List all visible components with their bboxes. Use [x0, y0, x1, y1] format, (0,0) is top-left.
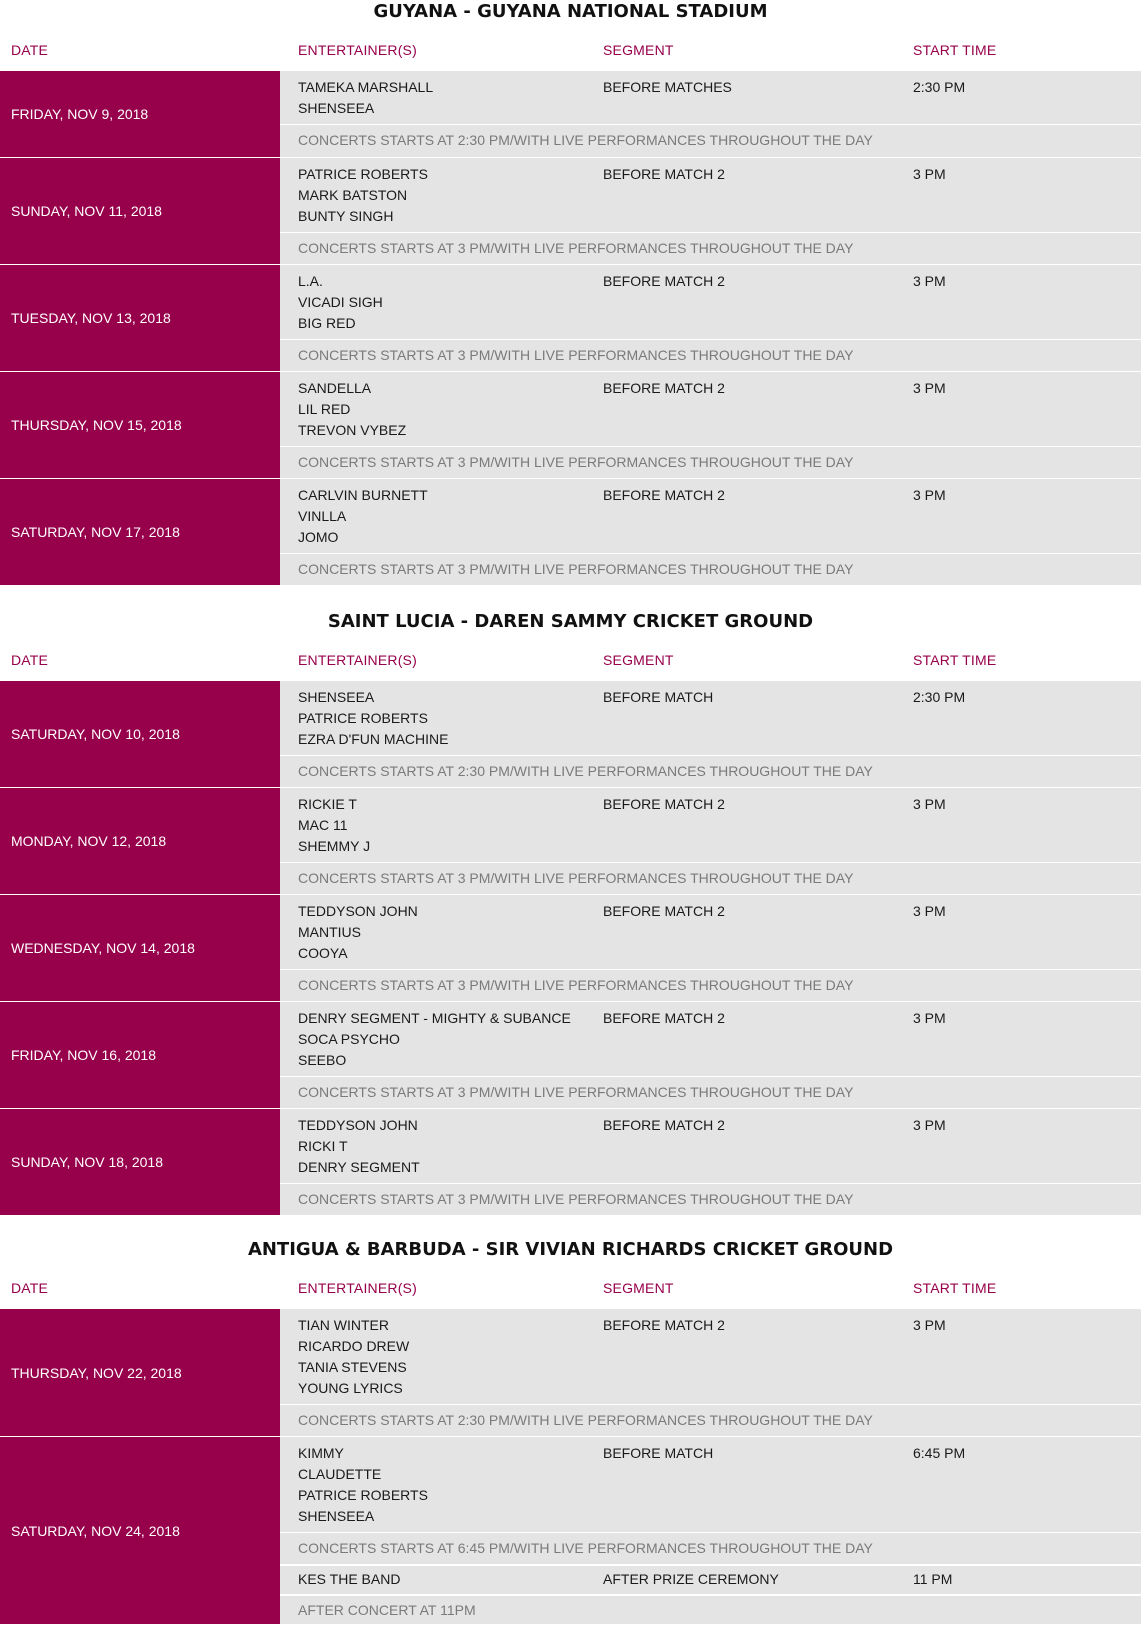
event-date: SATURDAY, NOV 17, 2018	[11, 524, 180, 540]
event-segment: BEFORE MATCH	[603, 1445, 714, 1461]
event-segment: BEFORE MATCHES	[603, 79, 732, 95]
entertainer-name: SEEBO	[298, 1052, 347, 1068]
venue-title: ANTIGUA & BARBUDA - SIR VIVIAN RICHARDS CRICKET GROUND	[247, 1239, 894, 1260]
event-date: SUNDAY, NOV 11, 2018	[11, 203, 162, 219]
column-header-segment: SEGMENT	[603, 42, 674, 58]
event-date-cell	[0, 681, 280, 787]
entertainer-name: PATRICE ROBERTS	[298, 166, 428, 182]
event-start-time: 11 PM	[913, 1571, 953, 1587]
entertainer-name: VINLLA	[298, 508, 347, 524]
event-start-time: 6:45 PM	[913, 1445, 966, 1461]
event-date-cell	[0, 788, 280, 894]
event-segment: BEFORE MATCH 2	[603, 1117, 725, 1133]
column-header-segment: SEGMENT	[603, 652, 674, 668]
event-segment: BEFORE MATCH 2	[603, 796, 725, 812]
event-start-time: 3 PM	[913, 903, 946, 919]
column-header-date: DATE	[11, 1280, 49, 1296]
event-start-time: 2:30 PM	[913, 689, 966, 705]
event-segment: BEFORE MATCH	[603, 689, 714, 705]
entertainer-name: SHENSEEA	[298, 100, 375, 116]
entertainer-name: RICKIE T	[298, 796, 357, 812]
event-note: CONCERTS STARTS AT 3 PM/WITH LIVE PERFORMANCES THROUGHOUT THE DAY	[298, 454, 854, 470]
event-date-cell	[0, 895, 280, 1001]
event-segment: BEFORE MATCH 2	[603, 1317, 725, 1333]
event-date-cell	[0, 158, 280, 264]
entertainer-name: L.A.	[298, 273, 323, 289]
event-date-cell	[0, 1109, 280, 1215]
entertainer-name: CARLVIN BURNETT	[298, 487, 428, 503]
event-date: WEDNESDAY, NOV 14, 2018	[11, 940, 195, 956]
event-date: FRIDAY, NOV 9, 2018	[11, 106, 149, 122]
event-start-time: 3 PM	[913, 1317, 946, 1333]
entertainer-name: RICARDO DREW	[298, 1338, 410, 1354]
entertainer-name: COOYA	[298, 945, 348, 961]
event-note: CONCERTS STARTS AT 2:30 PM/WITH LIVE PERFORMANCES THROUGHOUT THE DAY	[298, 132, 873, 148]
entertainer-name: KIMMY	[298, 1445, 344, 1461]
venue-title: SAINT LUCIA - DAREN SAMMY CRICKET GROUND	[327, 611, 814, 632]
column-header-entertainers: ENTERTAINER(S)	[298, 652, 417, 668]
entertainer-name: DENRY SEGMENT	[298, 1159, 420, 1175]
entertainer-name: TIAN WINTER	[298, 1317, 389, 1333]
event-date: THURSDAY, NOV 22, 2018	[11, 1364, 182, 1381]
event-date: TUESDAY, NOV 13, 2018	[11, 310, 171, 326]
event-date: SUNDAY, NOV 18, 2018	[11, 1154, 164, 1170]
entertainer-name: SOCA PSYCHO	[298, 1031, 400, 1047]
entertainer-name: SHENSEEA	[298, 1508, 375, 1524]
entertainer-name: BIG RED	[298, 315, 356, 331]
event-date: FRIDAY, NOV 16, 2018	[11, 1047, 156, 1063]
column-header-segment: SEGMENT	[603, 1280, 674, 1296]
column-header-date: DATE	[11, 652, 49, 668]
column-header-start-time: START TIME	[913, 1280, 997, 1296]
event-segment: BEFORE MATCH 2	[603, 903, 725, 919]
event-start-time: 3 PM	[913, 166, 946, 182]
entertainer-name: DENRY SEGMENT - MIGHTY & SUBANCE	[298, 1010, 571, 1026]
event-note: CONCERTS STARTS AT 3 PM/WITH LIVE PERFORMANCES THROUGHOUT THE DAY	[298, 347, 854, 363]
event-note: CONCERTS STARTS AT 2:30 PM/WITH LIVE PERFORMANCES THROUGHOUT THE DAY	[298, 763, 873, 779]
entertainer-name: LIL RED	[298, 401, 351, 417]
event-segment: BEFORE MATCH 2	[603, 273, 725, 289]
event-note: CONCERTS STARTS AT 3 PM/WITH LIVE PERFORMANCES THROUGHOUT THE DAY	[298, 1084, 854, 1100]
entertainer-name: SHENSEEA	[298, 689, 375, 705]
entertainer-name: YOUNG LYRICS	[298, 1380, 403, 1396]
entertainer-name: VICADI SIGH	[298, 294, 383, 310]
event-date: MONDAY, NOV 12, 2018	[11, 833, 167, 849]
entertainer-name: SHEMMY J	[298, 838, 371, 854]
event-segment: BEFORE MATCH 2	[603, 487, 725, 503]
column-header-entertainers: ENTERTAINER(S)	[298, 1280, 417, 1296]
entertainer-name: EZRA D'FUN MACHINE	[298, 731, 449, 747]
event-start-time: 2:30 PM	[913, 79, 966, 95]
event-note: CONCERTS STARTS AT 3 PM/WITH LIVE PERFORMANCES THROUGHOUT THE DAY	[298, 1191, 854, 1207]
entertainer-name: RICKI T	[298, 1138, 348, 1154]
entertainer-name: TAMEKA MARSHALL	[298, 79, 434, 95]
event-date-cell	[0, 372, 280, 478]
entertainer-name: TEDDYSON JOHN	[298, 903, 418, 919]
event-note: CONCERTS STARTS AT 3 PM/WITH LIVE PERFORMANCES THROUGHOUT THE DAY	[298, 240, 854, 256]
event-start-time: 3 PM	[913, 380, 946, 396]
entertainer-name: CLAUDETTE	[298, 1466, 382, 1482]
event-segment: BEFORE MATCH 2	[603, 1010, 725, 1026]
event-note: CONCERTS STARTS AT 3 PM/WITH LIVE PERFORMANCES THROUGHOUT THE DAY	[298, 561, 854, 577]
event-date-cell	[0, 1437, 280, 1624]
entertainer-name: MARK BATSTON	[298, 187, 408, 203]
venue-title: GUYANA - GUYANA NATIONAL STADIUM	[373, 1, 768, 22]
column-header-entertainers: ENTERTAINER(S)	[298, 42, 417, 58]
entertainer-name: PATRICE ROBERTS	[298, 710, 428, 726]
entertainer-name: MANTIUS	[298, 924, 361, 940]
column-header-date: DATE	[11, 42, 49, 58]
event-start-time: 3 PM	[913, 273, 946, 289]
event-note: AFTER CONCERT AT 11PM	[298, 1602, 476, 1618]
event-segment: AFTER PRIZE CEREMONY	[603, 1571, 779, 1587]
event-note: CONCERTS STARTS AT 6:45 PM/WITH LIVE PERFORMANCES THROUGHOUT THE DAY	[298, 1540, 873, 1556]
event-segment: BEFORE MATCH 2	[603, 380, 725, 396]
entertainer-name: BUNTY SINGH	[298, 208, 394, 224]
entertainer-name: TANIA STEVENS	[298, 1359, 407, 1375]
entertainer-name: JOMO	[298, 529, 339, 545]
event-date-cell	[0, 1002, 280, 1108]
entertainer-name: TREVON VYBEZ	[298, 422, 407, 438]
event-note: CONCERTS STARTS AT 3 PM/WITH LIVE PERFORMANCES THROUGHOUT THE DAY	[298, 870, 854, 886]
column-header-start-time: START TIME	[913, 652, 997, 668]
event-date-cell	[0, 479, 280, 585]
entertainer-name: MAC 11	[298, 817, 348, 833]
event-segment: BEFORE MATCH 2	[603, 166, 725, 182]
event-start-time: 3 PM	[913, 796, 946, 812]
event-date-cell	[0, 71, 280, 157]
entertainer-name: TEDDYSON JOHN	[298, 1117, 418, 1133]
entertainer-name: SANDELLA	[298, 380, 372, 396]
event-date: SATURDAY, NOV 10, 2018	[11, 726, 180, 742]
entertainer-name: PATRICE ROBERTS	[298, 1487, 428, 1503]
event-note: CONCERTS STARTS AT 3 PM/WITH LIVE PERFORMANCES THROUGHOUT THE DAY	[298, 977, 854, 993]
event-date: THURSDAY, NOV 15, 2018	[11, 417, 182, 433]
column-header-start-time: START TIME	[913, 42, 997, 58]
event-start-time: 3 PM	[913, 487, 946, 503]
event-start-time: 3 PM	[913, 1010, 946, 1026]
event-date: SATURDAY, NOV 24, 2018	[11, 1522, 180, 1539]
entertainer-name: KES THE BAND	[298, 1571, 401, 1587]
event-start-time: 3 PM	[913, 1117, 946, 1133]
event-note: CONCERTS STARTS AT 2:30 PM/WITH LIVE PERFORMANCES THROUGHOUT THE DAY	[298, 1412, 873, 1428]
event-date-cell	[0, 265, 280, 371]
event-date-cell	[0, 1309, 280, 1436]
